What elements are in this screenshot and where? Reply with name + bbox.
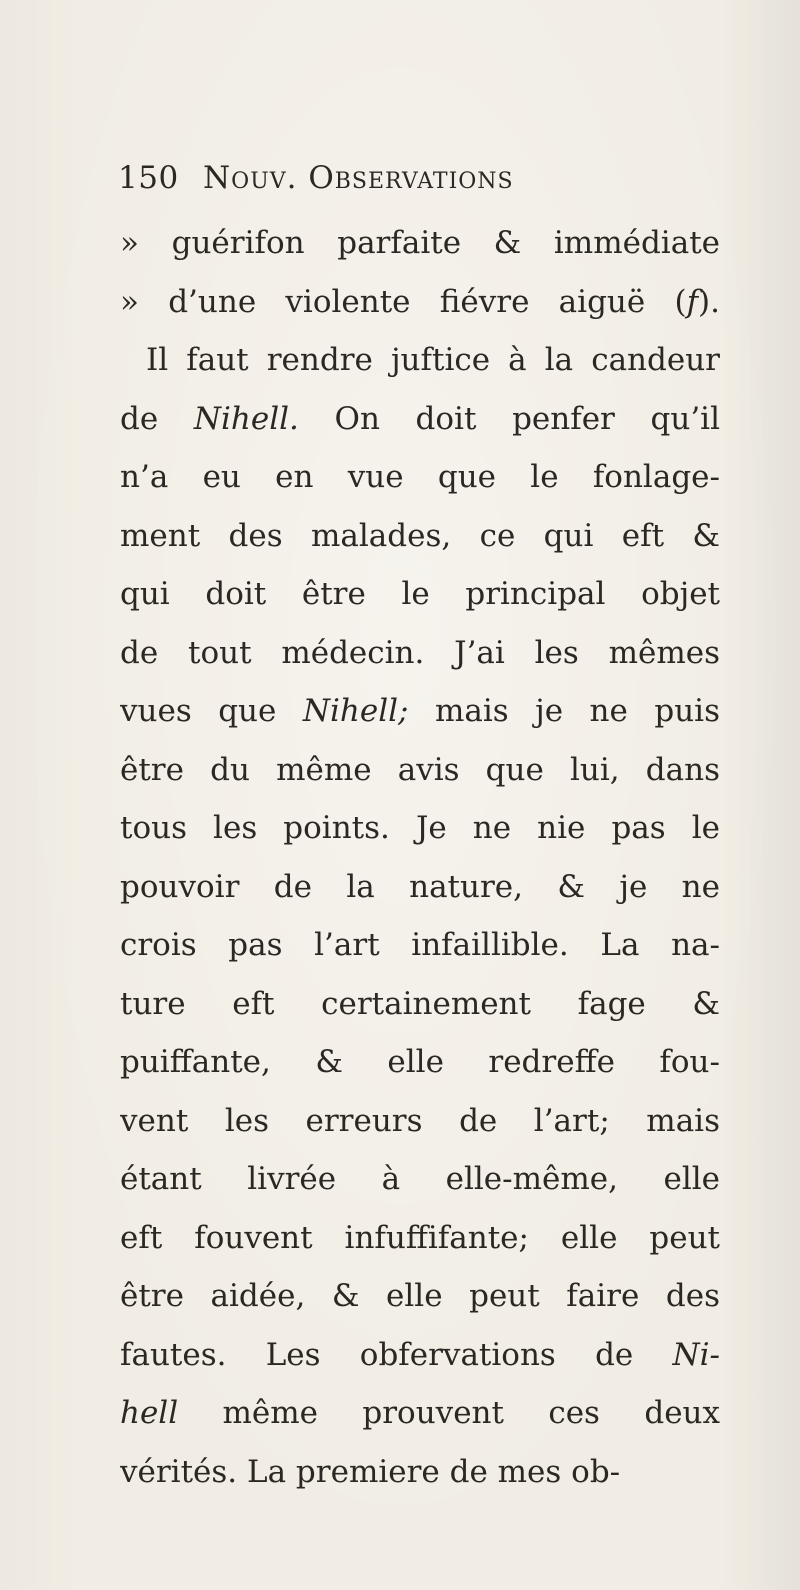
- text-line: [120, 273, 720, 332]
- text-line: [120, 858, 720, 917]
- italic-text: Nihell.: [193, 400, 299, 437]
- text-line: [120, 975, 720, 1034]
- text-segment: être du même avis que lui, dans: [120, 751, 720, 788]
- text-line: [120, 1443, 720, 1502]
- text-line: [120, 799, 720, 858]
- text-line: [120, 1150, 720, 1209]
- text-segment: de: [120, 400, 194, 437]
- text-segment: pouvoir de la nature, & je ne: [120, 868, 720, 905]
- page-number: 150: [118, 160, 179, 196]
- text-segment: vues que: [120, 693, 303, 729]
- text-line: [120, 507, 720, 566]
- text-segment: de tout médecin. J’ai les mêmes: [120, 634, 720, 671]
- text-line: [120, 1326, 720, 1385]
- text-line: [120, 682, 720, 741]
- italic-text: f: [686, 283, 699, 320]
- text-segment: » guérifon parfaite & immédiate: [120, 225, 720, 261]
- text-segment: puiffante, & elle redreffe fou-: [120, 1044, 720, 1080]
- text-segment: fautes. Les obfervations de: [120, 1336, 673, 1373]
- text-line: [120, 390, 720, 449]
- text-line: [120, 448, 720, 507]
- text-line: [120, 916, 720, 975]
- text-segment: vérités. La premiere de mes ob-: [120, 1453, 621, 1490]
- text-line: [120, 1384, 720, 1443]
- text-line: [120, 624, 720, 683]
- text-segment: crois pas l’art infaillible. La na-: [120, 927, 720, 963]
- text-segment: étant livrée à elle-même, elle: [120, 1161, 720, 1197]
- body-text: [120, 214, 720, 1501]
- text-line: [120, 1267, 720, 1326]
- text-segment: » d’une violente fiévre aiguë (: [120, 283, 687, 320]
- text-segment: même prouvent ces deux: [178, 1395, 720, 1431]
- text-line: [120, 1033, 720, 1092]
- italic-text: Nihell;: [302, 693, 409, 729]
- text-line: [120, 214, 720, 273]
- italic-text: hell: [120, 1395, 179, 1431]
- text-segment: Il faut rendre juftice à la candeur: [146, 342, 720, 378]
- text-segment: ment des malades, ce qui eft &: [120, 517, 720, 554]
- text-line: [120, 741, 720, 800]
- text-line: [120, 331, 720, 390]
- running-head: Nouv. Observations: [203, 160, 514, 196]
- text-segment: ture eft certainement fage &: [120, 985, 720, 1022]
- text-segment: vent les erreurs de l’art; mais: [120, 1102, 720, 1139]
- text-segment: n’a eu en vue que le fonlage-: [120, 459, 720, 495]
- text-line: [120, 1092, 720, 1151]
- italic-text: Ni-: [672, 1336, 720, 1373]
- text-segment: ).: [698, 283, 720, 320]
- text-segment: être aidée, & elle peut faire des: [120, 1278, 720, 1314]
- text-segment: eft fouvent infuffifante; elle peut: [120, 1219, 720, 1256]
- page-header: [118, 160, 718, 208]
- text-segment: mais je ne puis: [408, 693, 720, 729]
- text-line: [120, 565, 720, 624]
- text-segment: On doit penfer qu’il: [298, 400, 720, 437]
- text-line: [120, 1209, 720, 1268]
- text-segment: qui doit être le principal objet: [120, 576, 720, 612]
- text-segment: tous les points. Je ne nie pas le: [120, 810, 720, 846]
